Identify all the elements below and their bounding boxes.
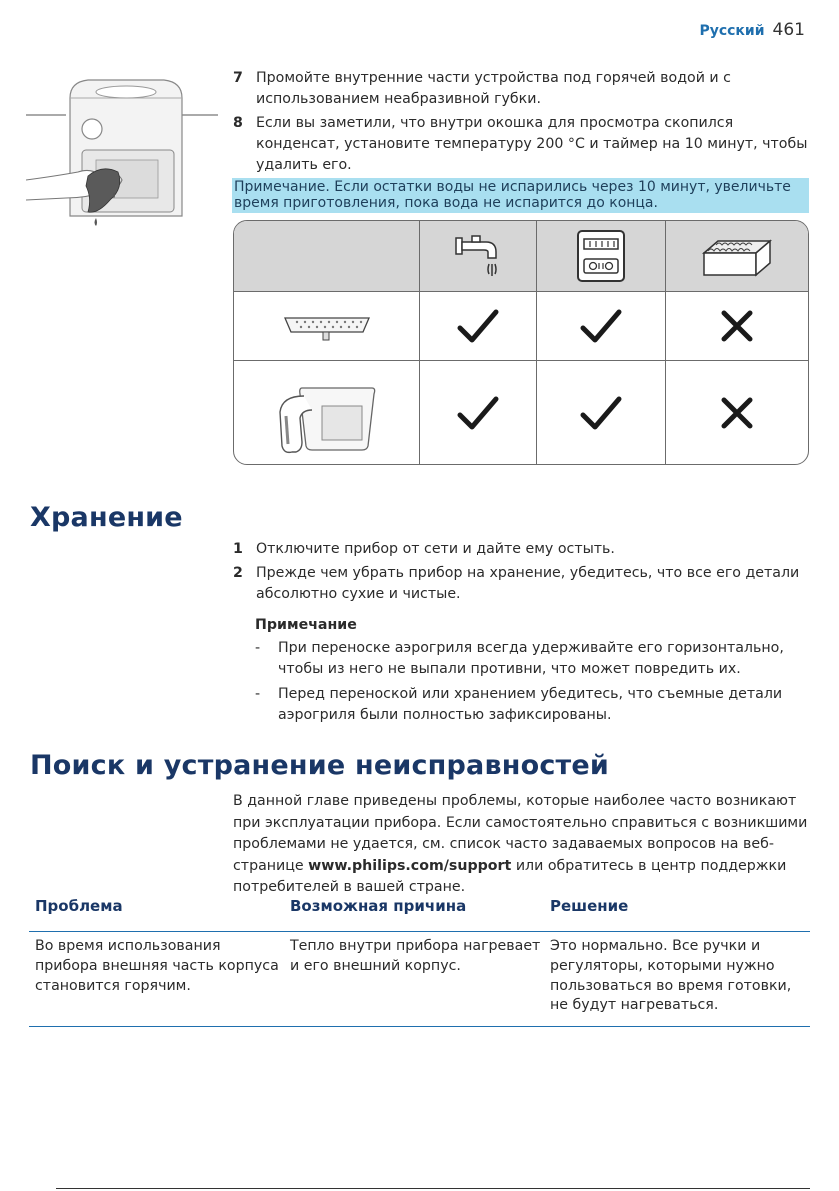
step-number: 1 — [233, 541, 243, 557]
solution-cell: Это нормально. Все ручки и регуляторы, которыми нужно пользоваться во время готовки, не будут нагреваться. — [550, 938, 792, 1014]
header-dishwasher-cell — [537, 221, 666, 291]
header-cause: Возможная причина — [290, 897, 467, 915]
dash-marker: - — [255, 686, 261, 702]
tap-mark-cell — [420, 361, 537, 464]
intro-text: В данной главе приведены проблемы, которые наиболее часто возникают при эксплуатации прибора. Если самостоятельно справиться с возникшими проблемами не удается, см. список часто задаваемых вопросов на веб-странице — [233, 793, 808, 874]
checkmark-icon — [456, 306, 500, 346]
cleaning-table-row — [234, 361, 808, 464]
cleaning-steps — [233, 68, 808, 179]
step-number: 2 — [233, 565, 243, 581]
language-label: Русский — [699, 23, 765, 39]
note-text: При переноске аэрогриля всегда удерживайте его горизонтально, чтобы из него не выпали противни, что может повредить их. — [278, 640, 784, 677]
step-item — [233, 539, 808, 560]
note-heading: Примечание — [255, 617, 357, 633]
tap-mark-cell — [420, 292, 537, 360]
step-text: Промойте внутренние части устройства под горячей водой и с использованием неабразивной губки. — [256, 70, 731, 107]
problem-cell: Во время использования прибора внешняя часть корпуса становится горячим. — [35, 938, 279, 994]
grill-plate-icon — [277, 304, 377, 348]
step-text: Отключите прибор от сети и дайте ему остыть. — [256, 541, 615, 557]
header-tap-cell — [420, 221, 537, 291]
row-item-cell — [234, 292, 420, 360]
cleaning-illustration — [26, 68, 218, 233]
sponge-mark-cell — [666, 361, 808, 464]
table-row — [29, 932, 810, 1027]
basket-icon — [272, 368, 382, 458]
storage-body — [233, 539, 808, 730]
checkmark-icon — [579, 306, 623, 346]
sponge-mark-cell — [666, 292, 808, 360]
step-item — [233, 68, 808, 110]
dash-marker: - — [255, 640, 261, 656]
water-tap-icon — [450, 228, 506, 284]
support-link[interactable]: www.philips.com/support — [308, 857, 512, 874]
cleaning-table — [233, 220, 809, 465]
step-text: Прежде чем убрать прибор на хранение, убедитесь, что все его детали абсолютно сухие и чистые. — [256, 565, 800, 602]
troubleshooting-table-header — [29, 896, 810, 932]
dishwasher-mark-cell — [537, 292, 666, 360]
troubleshooting-table — [29, 896, 810, 1027]
checkmark-icon — [579, 393, 623, 433]
intro-text-end: или обратитесь в центр поддержки потребителей в вашей стране. — [233, 857, 787, 895]
cleaning-table-header — [234, 221, 808, 292]
note-box: Примечание. Если остатки воды не испарились через 10 минут, увеличьте время приготовления, пока вода не испарится до конца. — [232, 178, 809, 213]
step-item — [233, 113, 808, 176]
troubleshooting-title: Поиск и устранение неисправностей — [30, 750, 610, 781]
page-number: 461 — [772, 20, 805, 40]
header-empty-cell — [234, 221, 420, 291]
checkmark-icon — [456, 393, 500, 433]
footer-divider — [56, 1188, 810, 1189]
page-header — [699, 20, 805, 40]
row-item-cell — [234, 361, 420, 464]
note-text: Перед переноской или хранением убедитесь, что съемные детали аэрогриля были полностью зафиксированы. — [278, 686, 783, 723]
step-number: 8 — [233, 115, 243, 131]
troubleshooting-intro — [233, 791, 809, 899]
storage-title: Хранение — [30, 502, 183, 533]
cause-cell: Тепло внутри прибора нагревает и его внешний корпус. — [290, 938, 541, 974]
step-number: 7 — [233, 70, 243, 86]
cross-icon — [719, 308, 755, 344]
cleaning-table-row — [234, 292, 808, 361]
dishwasher-icon — [572, 227, 630, 285]
header-problem: Проблема — [35, 897, 123, 915]
dishwasher-mark-cell — [537, 361, 666, 464]
cross-icon — [719, 395, 755, 431]
note-item — [255, 638, 808, 680]
header-solution: Решение — [550, 897, 629, 915]
note-item — [255, 684, 808, 726]
header-sponge-cell — [666, 221, 808, 291]
abrasive-sponge-icon — [698, 231, 776, 281]
step-item — [233, 563, 808, 605]
step-text: Если вы заметили, что внутри окошка для просмотра скопился конденсат, установите температуру 200 °C и таймер на 10 минут, чтобы удалить его. — [256, 115, 808, 173]
